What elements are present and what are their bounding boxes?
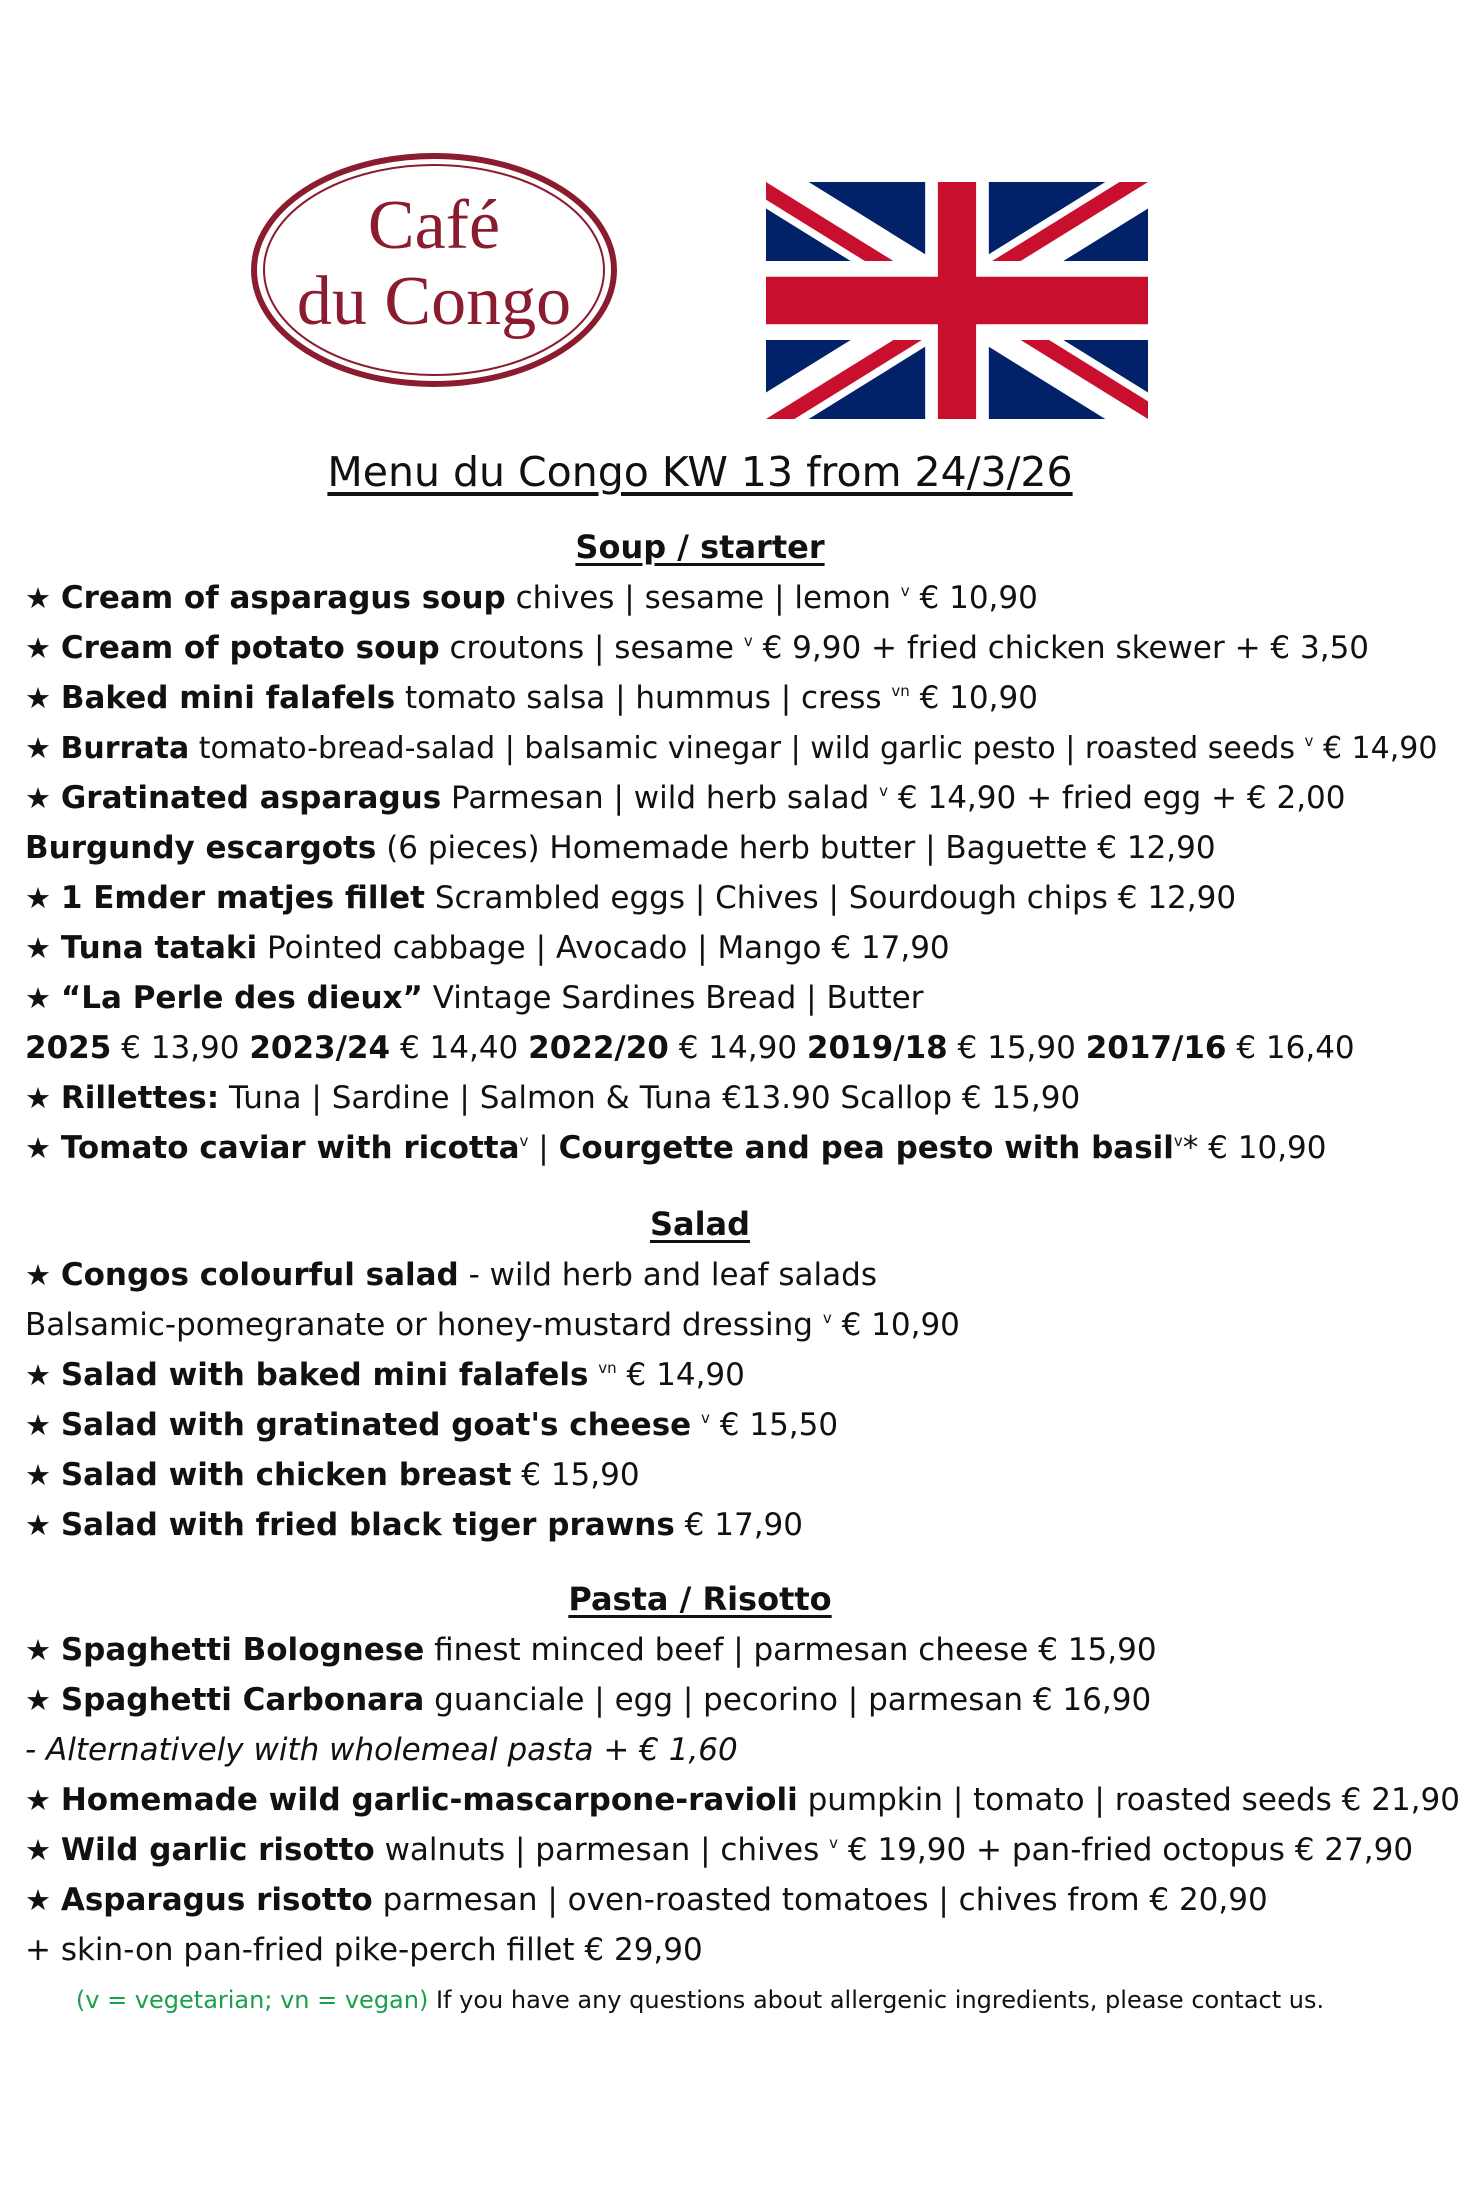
salad-dressing-line: Balsamic-pomegranate or honey-mustard dressing $^v$ € 10,90 (25, 1307, 960, 1343)
menu-item-matjes: ★ 1 Emder matjes fillet Scrambled eggs | Chives | Sourdough chips € 12,90 (25, 880, 1237, 916)
star-icon: ★ (25, 1833, 51, 1867)
menu-item-salad-chicken: ★ Salad with chicken breast € 15,90 (25, 1457, 640, 1493)
menu-item-asparagus-risotto: ★ Asparagus risotto parmesan | oven-roasted tomatoes | chives from € 20,90 (25, 1882, 1268, 1918)
star-icon: ★ (25, 1883, 51, 1917)
logo-line1: Café (367, 187, 501, 264)
star-icon: ★ (25, 981, 51, 1015)
menu-item-salad-prawns: ★ Salad with fried black tiger prawns € 17,90 (25, 1507, 803, 1543)
star-icon: ★ (25, 781, 51, 815)
star-icon: ★ (25, 1508, 51, 1542)
star-icon: ★ (25, 881, 51, 915)
menu-item-burrata: ★ Burrata tomato-bread-salad | balsamic vinegar | wild garlic pesto | roasted seeds $^v$ € 14,90 (25, 731, 1438, 766)
star-icon: ★ (25, 581, 51, 615)
menu-item-perle-des-dieux: ★ “La Perle des dieux” Vintage Sardines Bread | Butter (25, 980, 924, 1016)
menu-item-escargots: Burgundy escargots (6 pieces) Homemade herb butter | Baguette € 12,90 (25, 830, 1216, 866)
menu-item-wild-garlic-risotto: ★ Wild garlic risotto walnuts | parmesan | chives $^v$ € 19,90 + pan-fried octopus € 27,90 (25, 1832, 1414, 1868)
section-pasta-heading: Pasta / Risotto (568, 1580, 832, 1618)
menu-title: Menu du Congo KW 13 from 24/3/26 (327, 448, 1073, 496)
star-icon: ★ (25, 731, 51, 765)
star-icon: ★ (25, 1358, 51, 1392)
menu-item-salad-goat: ★ Salad with gratinated goat's cheese $^v$ € 15,50 (25, 1407, 839, 1443)
menu-item-congos-salad: ★ Congos colourful salad - wild herb and leaf salads (25, 1257, 877, 1293)
menu-item-potato-soup: ★ Cream of potato soup croutons | sesame $^v$ € 9,90 + fried chicken skewer + € 3,50 (25, 630, 1370, 666)
star-icon: ★ (25, 1458, 51, 1492)
menu-item-tomato-caviar: ★ Tomato caviar with ricotta$^v$ | Courgette and pea pesto with basil$^v$* € 10,90 (25, 1130, 1327, 1166)
section-salad-heading: Salad (649, 1205, 751, 1243)
star-icon: ★ (25, 1081, 51, 1115)
pike-perch-addon: + skin-on pan-fried pike-perch fillet € 29,90 (25, 1932, 703, 1968)
star-icon: ★ (25, 1131, 51, 1165)
section-soup-heading: Soup / starter (575, 528, 825, 566)
logo-line2: du Congo (296, 263, 572, 340)
allergen-note: If you have any questions about allergenic ingredients, please contact us. (435, 1986, 1325, 2014)
union-jack-flag-icon (766, 182, 1148, 419)
menu-item-gratinated-asparagus: ★ Gratinated asparagus Parmesan | wild herb salad $^v$ € 14,90 + fried egg + € 2,00 (25, 780, 1346, 816)
menu-item-salad-falafels: ★ Salad with baked mini falafels $^{vn}$ € 14,90 (25, 1357, 745, 1393)
perle-vintage-prices: 2025 € 13,90 2023/24 € 14,40 2022/20 € 14,90 2019/18 € 15,90 2017/16 € 16,40 (25, 1030, 1355, 1066)
star-icon: ★ (25, 1683, 51, 1717)
menu-item-falafels: ★ Baked mini falafels tomato salsa | hummus | cress $^{vn}$ € 10,90 (25, 680, 1038, 716)
star-icon: ★ (25, 631, 51, 665)
star-icon: ★ (25, 681, 51, 715)
star-icon: ★ (25, 1783, 51, 1817)
star-icon: ★ (25, 1258, 51, 1292)
star-icon: ★ (25, 931, 51, 965)
star-icon: ★ (25, 1633, 51, 1667)
cafe-du-congo-logo (248, 148, 620, 392)
allergen-footer (0, 1986, 1400, 2014)
wholemeal-note: - Alternatively with wholemeal pasta + € 1,60 (25, 1732, 738, 1768)
diet-legend: (v = vegetarian; vn = vegan) (75, 1986, 429, 2014)
menu-item-tuna-tataki: ★ Tuna tataki Pointed cabbage | Avocado | Mango € 17,90 (25, 930, 950, 966)
menu-item-bolognese: ★ Spaghetti Bolognese finest minced beef | parmesan cheese € 15,90 (25, 1632, 1157, 1668)
menu-item-carbonara: ★ Spaghetti Carbonara guanciale | egg | pecorino | parmesan € 16,90 (25, 1682, 1152, 1718)
menu-item-asparagus-soup: ★ Cream of asparagus soup chives | sesame | lemon $^v$ € 10,90 (25, 580, 1038, 616)
menu-item-ravioli: ★ Homemade wild garlic-mascarpone-ravioli pumpkin | tomato | roasted seeds € 21,90 (25, 1782, 1460, 1818)
star-icon: ★ (25, 1408, 51, 1442)
menu-item-rillettes: ★ Rillettes: Tuna | Sardine | Salmon & Tuna €13.90 Scallop € 15,90 (25, 1080, 1081, 1116)
